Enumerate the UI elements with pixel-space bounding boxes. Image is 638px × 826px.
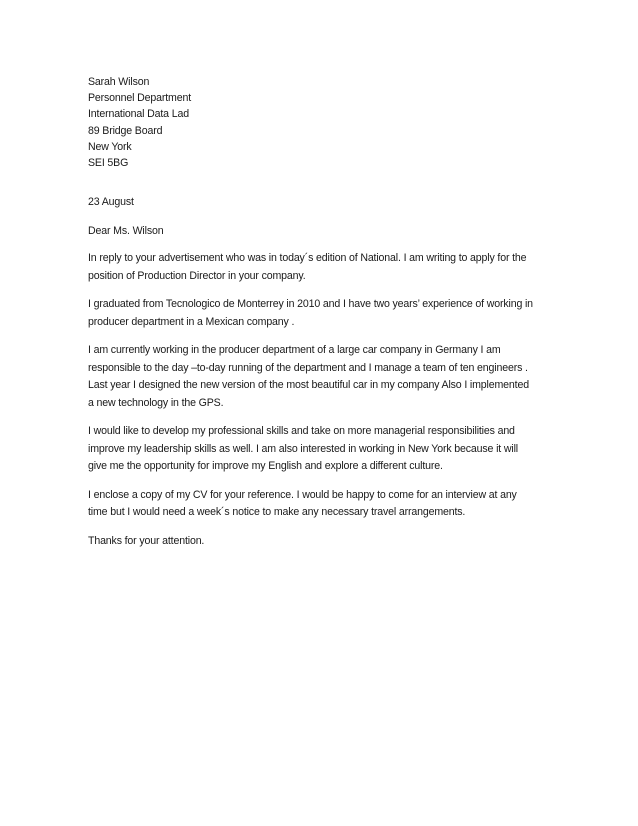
paragraph-goals: [88, 423, 558, 476]
paragraph-intro: [88, 250, 558, 285]
paragraph-line: responsible to the day –to-day running of the department and I manage a team of ten engineers .: [88, 361, 528, 374]
paragraph-line: give me the opportunity for improve my English and explore a different culture.: [88, 460, 443, 473]
paragraph-line: I am currently working in the producer department of a large car company in Germany I am: [88, 344, 501, 357]
paragraph-line: a new technology in the GPS.: [88, 396, 224, 409]
paragraph-line: I would like to develop my professional skills and take on more managerial responsibilities and: [88, 425, 515, 438]
paragraph-line: improve my leadership skills as well. I am also interested in working in New York because it will: [88, 442, 518, 455]
paragraph-enclosure: [88, 487, 558, 522]
paragraph-line: time but I would need a week´s notice to make any necessary travel arrangements.: [88, 506, 466, 519]
recipient-company: International Data Lad: [88, 108, 189, 121]
paragraph-line: I enclose a copy of my CV for your reference. I would be happy to come for an interview at any: [88, 488, 517, 501]
recipient-department: Personnel Department: [88, 92, 191, 105]
recipient-city: New York: [88, 140, 132, 153]
cover-letter: [88, 74, 558, 549]
recipient-postcode: SEI 5BG: [88, 157, 129, 170]
paragraph-line: position of Production Director in your company.: [88, 269, 306, 282]
letter-closing: Thanks for your attention.: [88, 534, 205, 547]
recipient-address: [88, 74, 558, 171]
recipient-street: 89 Bridge Board: [88, 124, 163, 137]
salutation: Dear Ms. Wilson: [88, 225, 164, 238]
paragraph-experience: [88, 342, 558, 412]
recipient-name: Sarah Wilson: [88, 76, 150, 88]
paragraph-line: I graduated from Tecnologico de Monterrey in 2010 and I have two years’ experience of working in: [88, 298, 533, 311]
paragraph-line: Last year I designed the new version of the most beautiful car in my company Also I implemented: [88, 379, 529, 392]
paragraph-line: producer department in a Mexican company .: [88, 315, 295, 328]
paragraph-education: [88, 296, 558, 331]
paragraph-line: In reply to your advertisement who was in today´s edition of National. I am writing to apply for the: [88, 252, 527, 265]
letter-date: 23 August: [88, 196, 134, 209]
